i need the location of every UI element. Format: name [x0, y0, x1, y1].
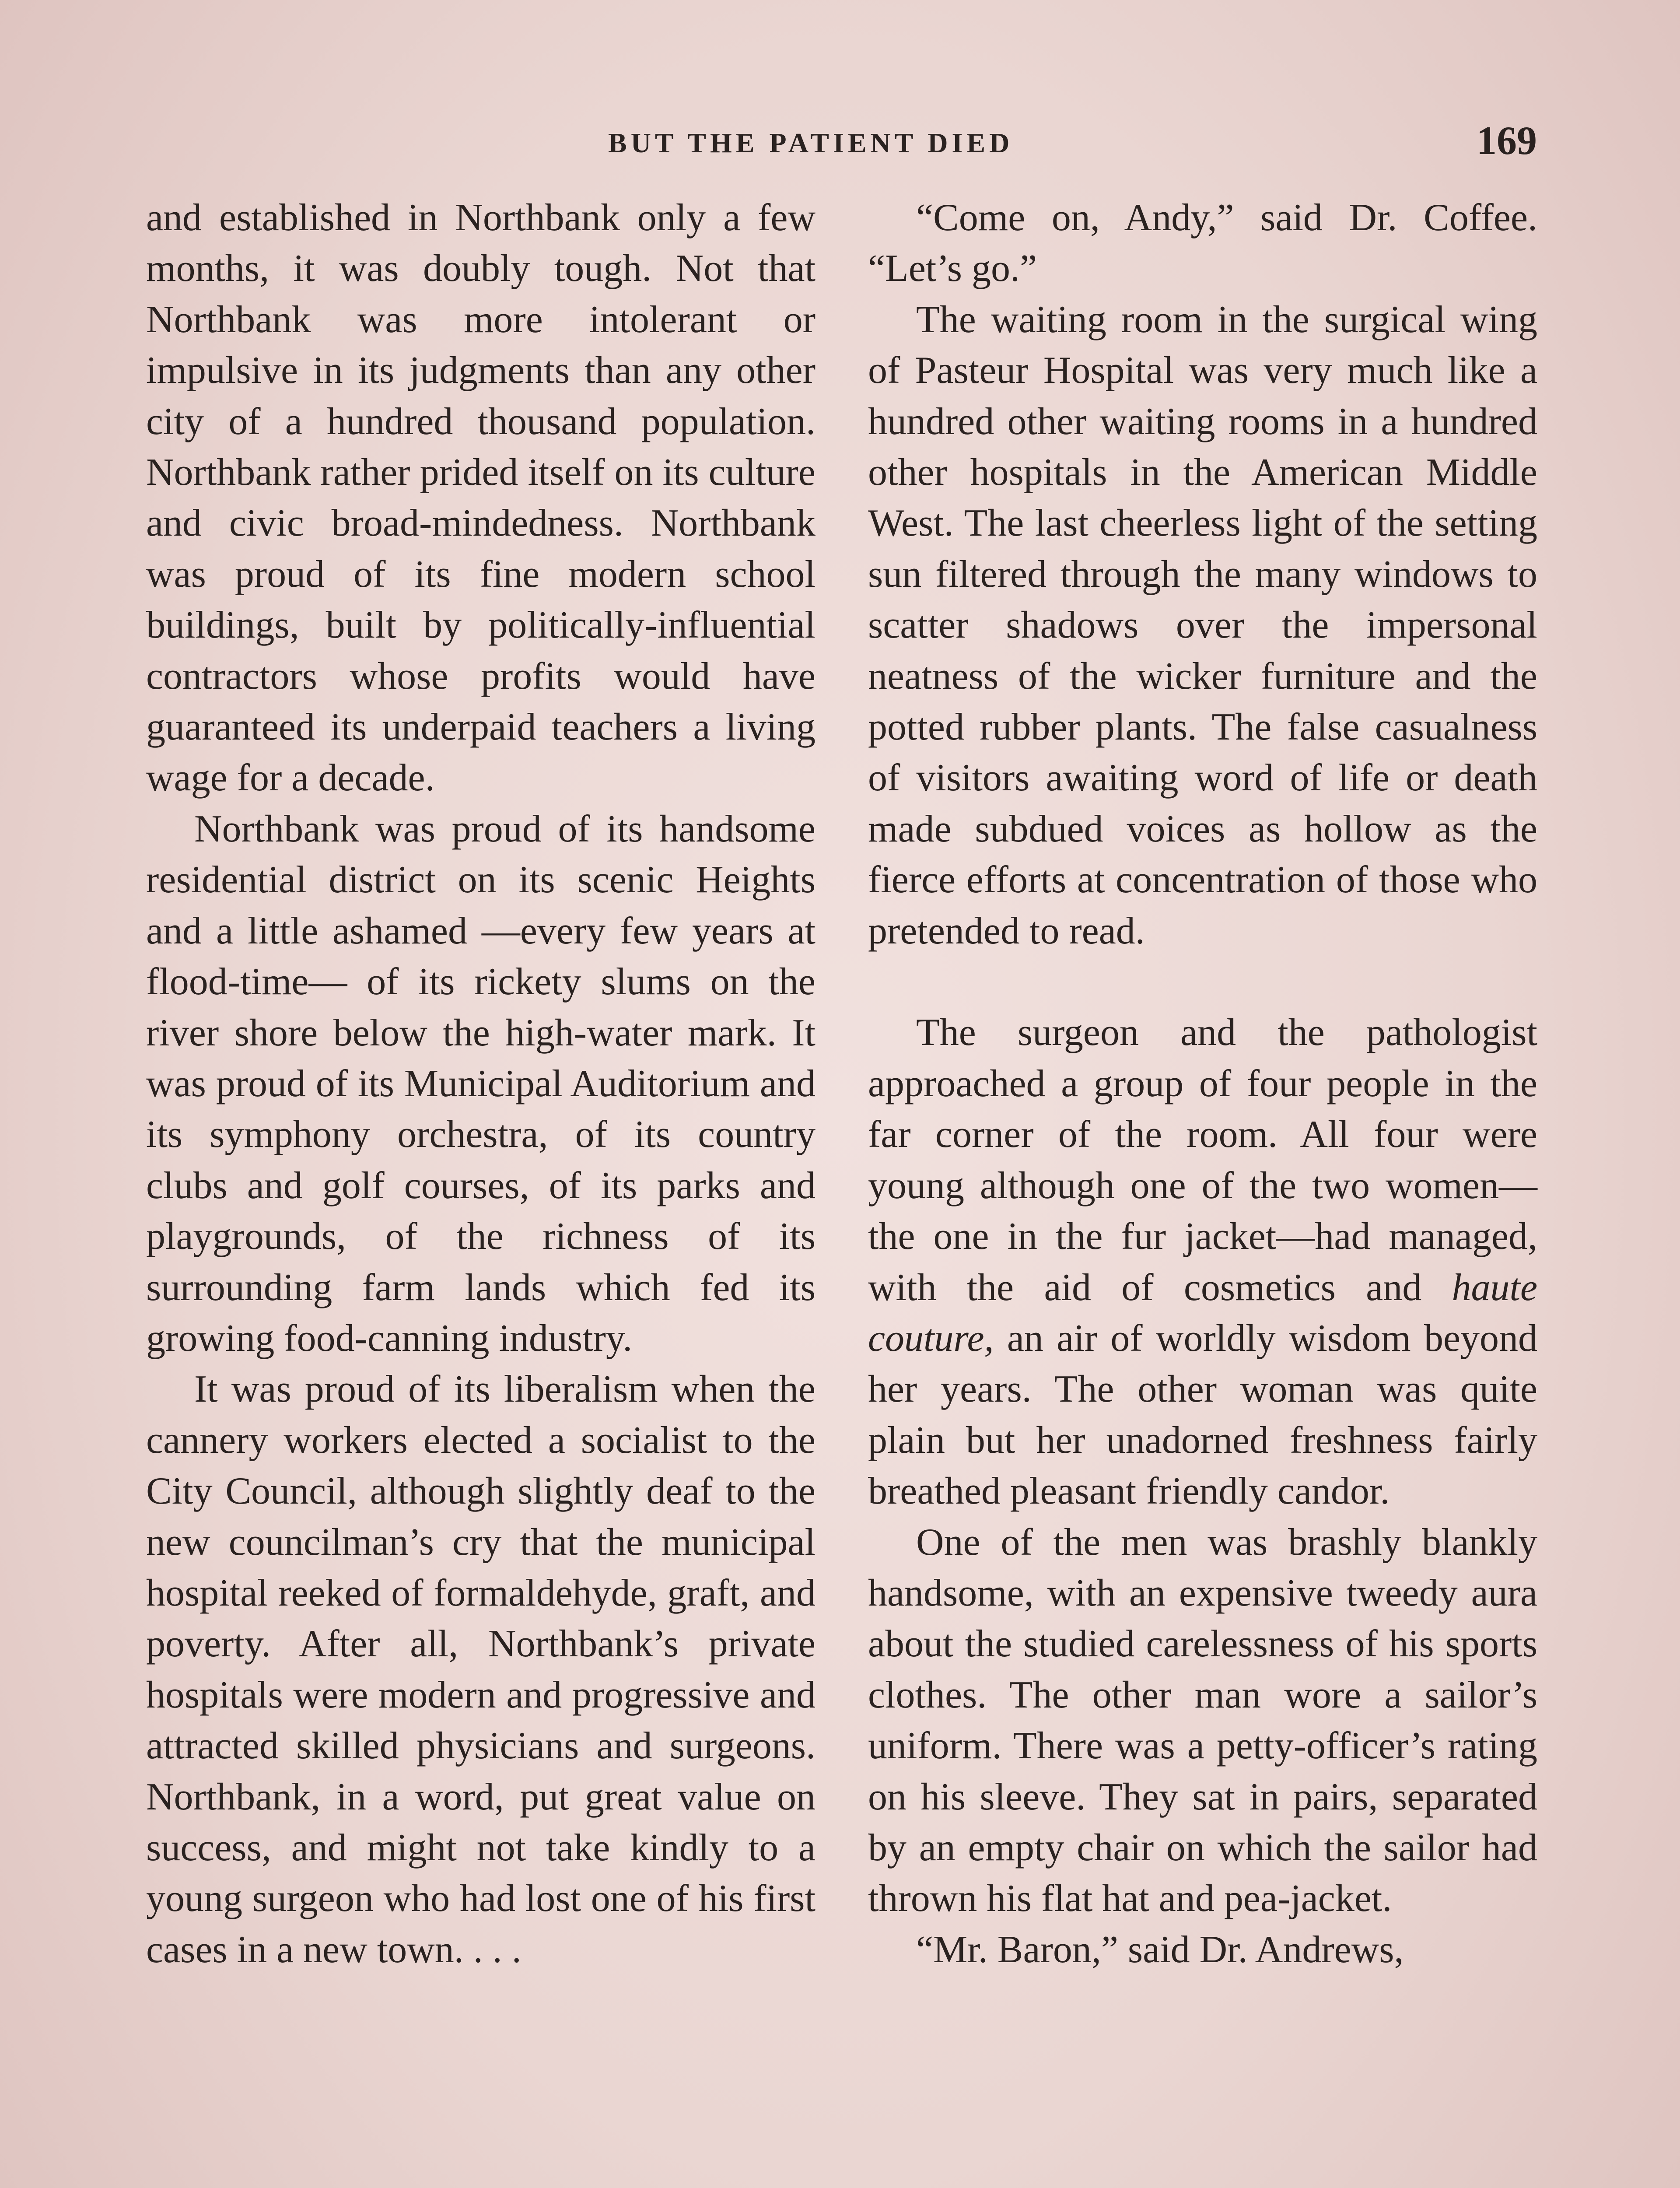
italic-phrase: haute couture,: [868, 1266, 1538, 1360]
paragraph: Northbank was proud of its handsome residential district on its scenic Heights and a little ashamed —every few years at flood-time— of its rickety slums on the river shore below the high-water mark. It was proud of its Municipal Auditorium and its symphony orchestra, of its country clubs and golf courses, of its parks and playgrounds, of the richness of its surrounding farm lands which fed its growing food-canning industry.: [146, 807, 816, 1360]
left-column: [146, 193, 816, 1975]
text-run: The surgeon and the pathologist approached a group of four people in the far corner of the room. All four were young although one of the two women—the one in the fur jacket—had managed, with the aid of cosmetics and: [868, 1011, 1537, 1309]
paragraph: [868, 1007, 1537, 1517]
paragraph: One of the men was brashly blankly handsome, with an expensive tweedy aura about the studied carelessness of his sports clothes. The other man wore a sailor’s uniform. There was a petty-officer’s rating on his sleeve. They sat in pairs, separated by an empty chair on which the sailor had thrown his flat hat and pea-jacket.: [868, 1521, 1537, 1920]
paragraph: The waiting room in the surgical wing of Pasteur Hospital was very much like a hundred other waiting rooms in a hundred other hospitals in the American Middle West. The last cheerless light of the setting sun filtered through the many windows to scatter shadows over the impersonal neatness of the wicker furniture and the potted rubber plants. The false casualness of visitors awaiting word of life or death made subdued voices as hollow as the fierce efforts at concentration of those who pretended to read.: [868, 298, 1537, 952]
running-title: BUT THE PATIENT DIED: [608, 127, 1014, 158]
paragraph: and established in Northbank only a few months, it was doubly tough. Not that Northbank was more intolerant or impulsive in its judgments than any other city of a hundred thousand population. Northbank rather prided itself on its culture and civic broad-mindedness. Northbank was proud of its fine modern school buildings, built by politically-influential contractors whose profits would have guaranteed its underpaid teachers a living wage for a decade.: [146, 196, 816, 799]
text-run: an air of worldly wisdom beyond her years. The other woman was quite plain but her unadorned freshness fairly breathed pleasant friendly candor.: [868, 1317, 1537, 1513]
paragraph: “Come on, Andy,” said Dr. Coffee. “Let’s go.”: [868, 196, 1537, 290]
page-number: 169: [1477, 118, 1537, 163]
paragraph: “Mr. Baron,” said Dr. Andrews,: [916, 1928, 1404, 1971]
paragraph: It was proud of its liberalism when the cannery workers elected a socialist to the City Council, although slightly deaf to the new councilman’s cry that the municipal hospital reeked of formaldehyde, graft, and poverty. After all, Northbank’s private hospitals were modern and progressive and attracted skilled physicians and surgeons. Northbank, in a word, put great value on success, and might not take kindly to a young surgeon who had lost one of his first cases in a new town. . . .: [146, 1368, 816, 1971]
right-column: [868, 193, 1537, 1975]
